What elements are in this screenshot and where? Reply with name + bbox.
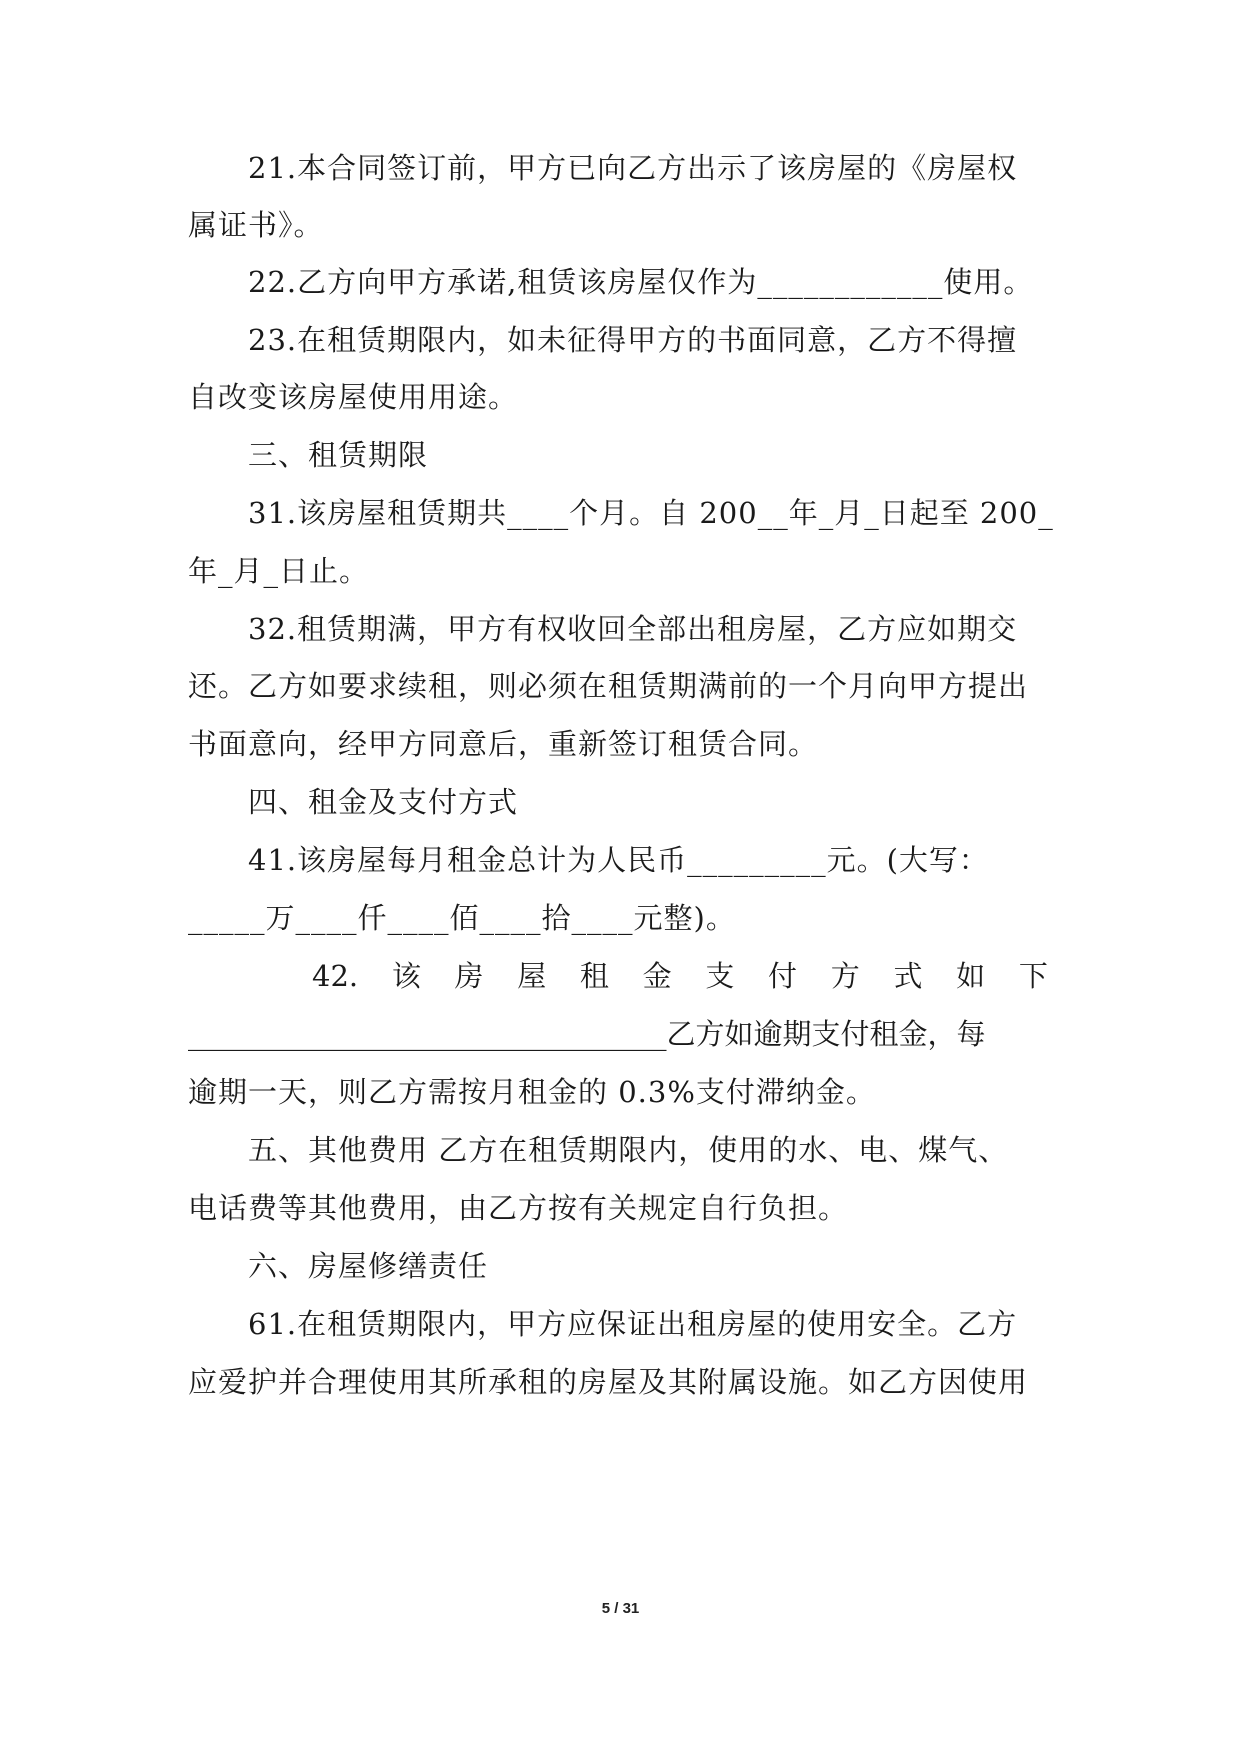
text-line: _____万____仟____佰____拾____元整)。 (188, 901, 736, 935)
spread-char: 该 (391, 959, 421, 993)
text-line: 32.租赁期满，甲方有权收回全部出租房屋，乙方应如期交 (248, 612, 1018, 646)
spread-char: 房 (454, 959, 484, 993)
text-line: 应爱护并合理使用其所承租的房屋及其附属设施。如乙方因使用 (188, 1365, 1029, 1399)
spread-char: 42. (312, 959, 359, 993)
spread-char: 如 (956, 959, 986, 993)
text-line: _________________________________乙方如逾期支付租金，每 (188, 1017, 986, 1051)
text-line: 21.本合同签订前，甲方已向乙方出示了该房屋的《房屋权 (248, 151, 1018, 185)
page-number: 5 / 31 (601, 1600, 640, 1617)
spread-char: 下 (1018, 959, 1048, 993)
section-heading: 六、房屋修缮责任 (248, 1249, 489, 1283)
section-heading: 三、租赁期限 (248, 438, 429, 472)
text-line: 书面意向，经甲方同意后，重新签订租赁合同。 (188, 727, 819, 761)
spread-char: 屋 (517, 959, 547, 993)
text-line: 逾期一天，则乙方需按月租金的 0.3%支付滞纳金。 (188, 1075, 876, 1109)
spread-char: 方 (830, 959, 860, 993)
text-line: 61.在租赁期限内，甲方应保证出租房屋的使用安全。乙方 (248, 1307, 1018, 1341)
spread-text-line (312, 956, 1048, 996)
spread-char: 式 (893, 959, 923, 993)
text-line: 年_月_日止。 (188, 554, 370, 588)
text-line: 22.乙方向甲方承诺,租赁该房屋仅作为____________使用。 (248, 265, 1034, 299)
spread-char: 金 (642, 959, 672, 993)
text-line: 属证书》。 (188, 208, 324, 242)
text-line: 还。乙方如要求续租，则必须在租赁期满前的一个月向甲方提出 (188, 669, 1029, 703)
text-line: 23.在租赁期限内，如未征得甲方的书面同意，乙方不得擅 (248, 323, 1018, 357)
spread-char: 租 (579, 959, 609, 993)
text-line: 41.该房屋每月租金总计为人民币_________元。(大写： (248, 843, 989, 877)
text-line: 电话费等其他费用，由乙方按有关规定自行负担。 (188, 1191, 849, 1225)
section-heading: 五、其他费用 乙方在租赁期限内，使用的水、电、煤气、 (248, 1133, 1009, 1167)
section-heading: 四、租金及支付方式 (248, 785, 519, 819)
spread-char: 付 (768, 959, 798, 993)
text-line: 自改变该房屋使用用途。 (188, 380, 519, 414)
spread-char: 支 (705, 959, 735, 993)
text-line: 31.该房屋租赁期共____个月。自 200__年_月_日起至 200_ (248, 496, 1054, 530)
